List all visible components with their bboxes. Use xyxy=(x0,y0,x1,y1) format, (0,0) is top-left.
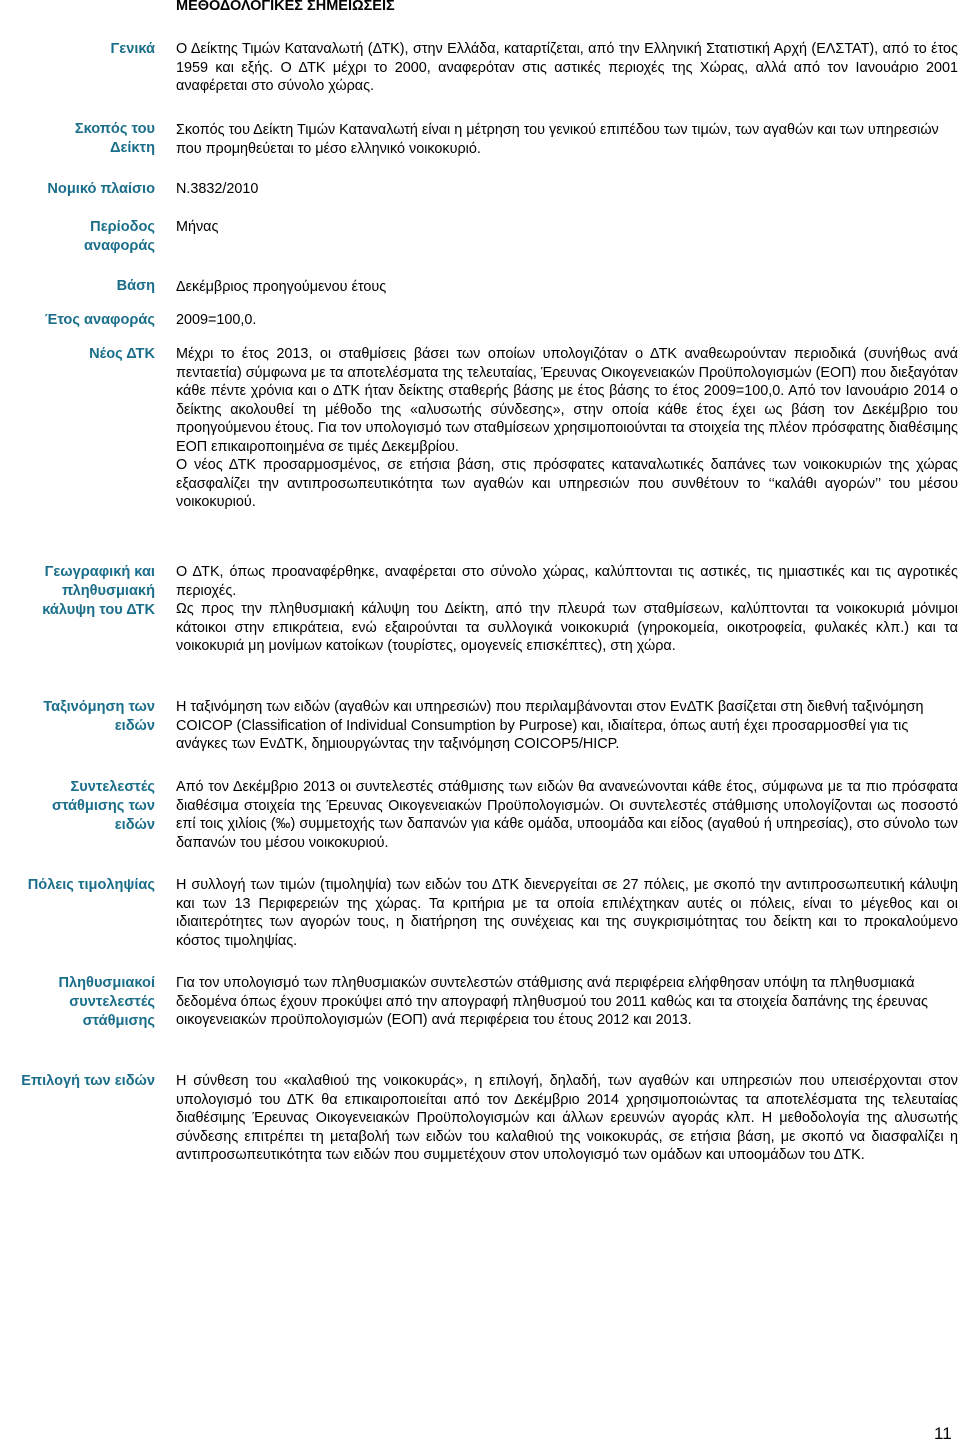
label-period xyxy=(0,218,155,256)
text-weights: Από τον Δεκέμβριο 2013 οι συντελεστές στάθμισης των ειδών θα ανανεώνονται κάθε έτος, σύμφωνα με τα πιο πρόσφατα διαθέσιμα στοιχεία της Έρευνας Οικογενειακών Προϋπολογισμών. Οι συντελεστές στάθμισης υπολογίζονται ως ποσοστό επί τοις χιλίοις (‰) συμμετοχής των δαπανών για κάθε ομάδα, υποομάδα και είδος (αγαθού ή υπηρεσίας), στο σύνολο των δαπανών του μέσου νοικοκυριού. xyxy=(176,779,958,851)
label-cities: Πόλεις τιμοληψίας xyxy=(27,877,155,893)
label-coverage xyxy=(0,563,155,620)
text-cities: Η συλλογή των τιμών (τιμοληψία) των ειδών του ΔΤΚ διενεργείται σε 27 πόλεις, με σκοπό την αντιπροσωπευτική κάλυψη και των 13 Περιφερειών της χώρας. Τα κριτήρια με τα οποία επιλέχτηκαν αυτές οι πόλεις, είναι το μέγεθος και οι ιδιαιτερότητες των αγορών τους, η διατήρηση της συνέχειας και της συγκρισιμότητας του δείκτη και το προκαλούμενο κόστος τιμοληψίας. xyxy=(176,877,958,949)
label-selection: Επιλογή των ειδών xyxy=(21,1073,155,1089)
text-base: Δεκέμβριος προηγούμενου έτους xyxy=(176,279,387,295)
text-classification: Η ταξινόμηση των ειδών (αγαθών και υπηρεσιών) που περιλαμβάνονται στον ΕνΔΤΚ βασίζεται στη διεθνή ταξινόμηση COICOP (Classification of Individual Consumption by Purpose) και, ιδιαίτερα, όπως αυτή έχει προσαρμοσθεί για τις ανάγκες των ΕνΔΤΚ, δημιουργώντας την ταξινόμηση COICOP5/HICP. xyxy=(176,699,924,752)
text-purpose: Σκοπός του Δείκτη Τιμών Καταναλωτή είναι η μέτρηση του γενικού επιπέδου των τιμών, των αγαθών και των υπηρεσιών που προμηθεύεται το μέσο ελληνικό νοικοκυριό. xyxy=(176,122,939,157)
label-pop-weights-line3: στάθμισης xyxy=(82,1013,155,1029)
label-base: Βάση xyxy=(116,278,155,294)
text-selection: Η σύνθεση του «καλαθιού της νοικοκυράς», η επιλογή, δηλαδή, των αγαθών και υπηρεσιών που υπεισέρχονται στον υπολογισμό του ΔΤΚ θα επικαιροποιείται από τον Δεκέμβριο 2014 χρησιμοποιώντας τα αποτελέσματα της τελευταίας διαθέσιμης Έρευνας Οικογενειακών Προϋπολογισμών και άλλων ερευνών αγοράς κλπ. Η μεθοδολογία της αλυσωτής σύνδεσης επιτρέπει τη μεταβολή των ειδών του καλαθιού της νοικοκυράς, σε ετήσια βάση, με σκοπό να διασφαλίζει η αντιπροσωπευτικότητα των ειδών που συμμετέχουν στον υπολογισμό των ομάδων και υποομάδων του ΔΤΚ. xyxy=(176,1073,958,1163)
label-new-cpi: Νέος ΔΤΚ xyxy=(89,346,155,362)
text-legal: Ν.3832/2010 xyxy=(176,181,259,197)
text-new-cpi xyxy=(176,345,958,512)
label-classification xyxy=(0,698,155,736)
page-title: ΜΕΘΟΔΟΛΟΓΙΚΕΣ ΣΗΜΕΙΩΣΕΙΣ xyxy=(176,0,395,14)
text-coverage-p1: Ο ΔΤΚ, όπως προαναφέρθηκε, αναφέρεται στο σύνολο χώρας, καλύπτονται τις αστικές, τις ημιαστικές και τις αγροτικές περιοχές. xyxy=(176,564,958,599)
label-weights-line3: ειδών xyxy=(114,817,155,833)
text-period: Μήνας xyxy=(176,219,219,235)
text-coverage-p2: Ως προς την πληθυσμιακή κάλυψη του Δείκτη, από την πλευρά των σταθμίσεων, καλύπτονται τα νοικοκυριά μόνιμοι κάτοικοι στην επικράτεια, ενώ εξαιρούνται τα συλλογικά νοικοκυριά (γηροκομεία, οικοτροφεία, φυλακές κλπ.) και τα νοικοκυριά μη μονίμων κατοίκων (τουρίστες, ομογενείς επισκέπτες), στη χώρα. xyxy=(176,601,958,654)
text-general: Ο Δείκτης Τιμών Καταναλωτή (ΔΤΚ), στην Ελλάδα, καταρτίζεται, από την Ελληνική Στατιστική Αρχή (ΕΛΣΤΑΤ), από το έτος 1959 και εξής. Ο ΔΤΚ μέχρι το 2000, αναφερόταν στις αστικές περιοχές της Χώρας, αλλά από τον Ιανουάριο 2001 αναφέρεται στο σύνολο χώρας. xyxy=(176,41,958,94)
label-pop-weights-line1: Πληθυσμιακοί xyxy=(58,975,155,991)
text-new-cpi-p1: Μέχρι το έτος 2013, οι σταθμίσεις βάσει των οποίων υπολογιζόταν ο ΔΤΚ αναθεωρούνταν περιοδικά (συνήθως ανά πενταετία) σύμφωνα με τα αποτελέσματα της τελευταίας, Έρευνας Οικογενειακών Προϋπολογισμών (ΕΟΠ) που διεξαγόταν κάθε πέντε χρόνια και ο ΔΤΚ ήταν δείκτης σταθερής βάσης με έτος βάσης το έτος 2009=100,0. Από τον Ιανουάριο 2014 ο δείκτης ακολουθεί τη μέθοδο της «αλυσωτής σύνδεσης», στην οποία κάθε έτος έχει ως βάση τον Δεκέμβριο του προηγούμενου έτους. Για τον υπολογισμό των σταθμίσεων χρησιμοποιούνται τα στοιχεία της πλέον πρόσφατης διαθέσιμης ΕΟΠ επικαιροποιημένα σε τιμές Δεκεμβρίου. xyxy=(176,346,958,455)
label-coverage-line2: πληθυσμιακή xyxy=(61,583,155,599)
label-pop-weights xyxy=(0,974,155,1031)
label-legal: Νομικό πλαίσιο xyxy=(47,181,155,197)
label-purpose-line1: Σκοπός του xyxy=(74,121,155,137)
label-weights xyxy=(0,778,155,835)
label-period-line1: Περίοδος xyxy=(90,219,155,235)
text-new-cpi-p2: Ο νέος ΔΤΚ προσαρμοσμένος, σε ετήσια βάση, στις πρόσφατες καταναλωτικές δαπάνες των νοικοκυριών της χώρας εξασφαλίζει την αντιπροσωπευτικότητα των αγαθών και υπηρεσιών που συνθέτουν το ‘‘καλάθι αγορών’’ του μέσου νοικοκυριού. xyxy=(176,457,958,510)
label-purpose-line2: Δείκτη xyxy=(109,140,155,156)
label-coverage-line1: Γεωγραφική και xyxy=(44,564,155,580)
label-coverage-line3: κάλυψη του ΔΤΚ xyxy=(42,602,155,618)
text-ref-year: 2009=100,0. xyxy=(176,312,257,328)
page-number: 11 xyxy=(934,1424,952,1443)
text-pop-weights: Για τον υπολογισμό των πληθυσμιακών συντελεστών στάθμισης ανά περιφέρεια ελήφθησαν υπόψη τα πληθυσμιακά δεδομένα όπως έχουν προκύψει από την απογραφή πληθυσμού του 2011 καθώς και τα στοιχεία δαπάνης της έρευνας οικογενειακών προϋπολογισμών (ΕΟΠ) ανά περιφέρεια του έτους 2012 και 2013. xyxy=(176,975,928,1028)
label-purpose xyxy=(0,120,155,158)
label-ref-year: Έτος αναφοράς xyxy=(44,312,155,328)
label-general: Γενικά xyxy=(110,41,155,57)
text-coverage xyxy=(176,563,958,656)
label-pop-weights-line2: συντελεστές xyxy=(69,994,155,1010)
label-weights-line2: στάθμισης των xyxy=(51,798,155,814)
label-classification-line1: Ταξινόμηση των xyxy=(43,699,155,715)
label-period-line2: αναφοράς xyxy=(83,238,155,254)
label-classification-line2: ειδών xyxy=(114,718,155,734)
label-weights-line1: Συντελεστές xyxy=(70,779,155,795)
